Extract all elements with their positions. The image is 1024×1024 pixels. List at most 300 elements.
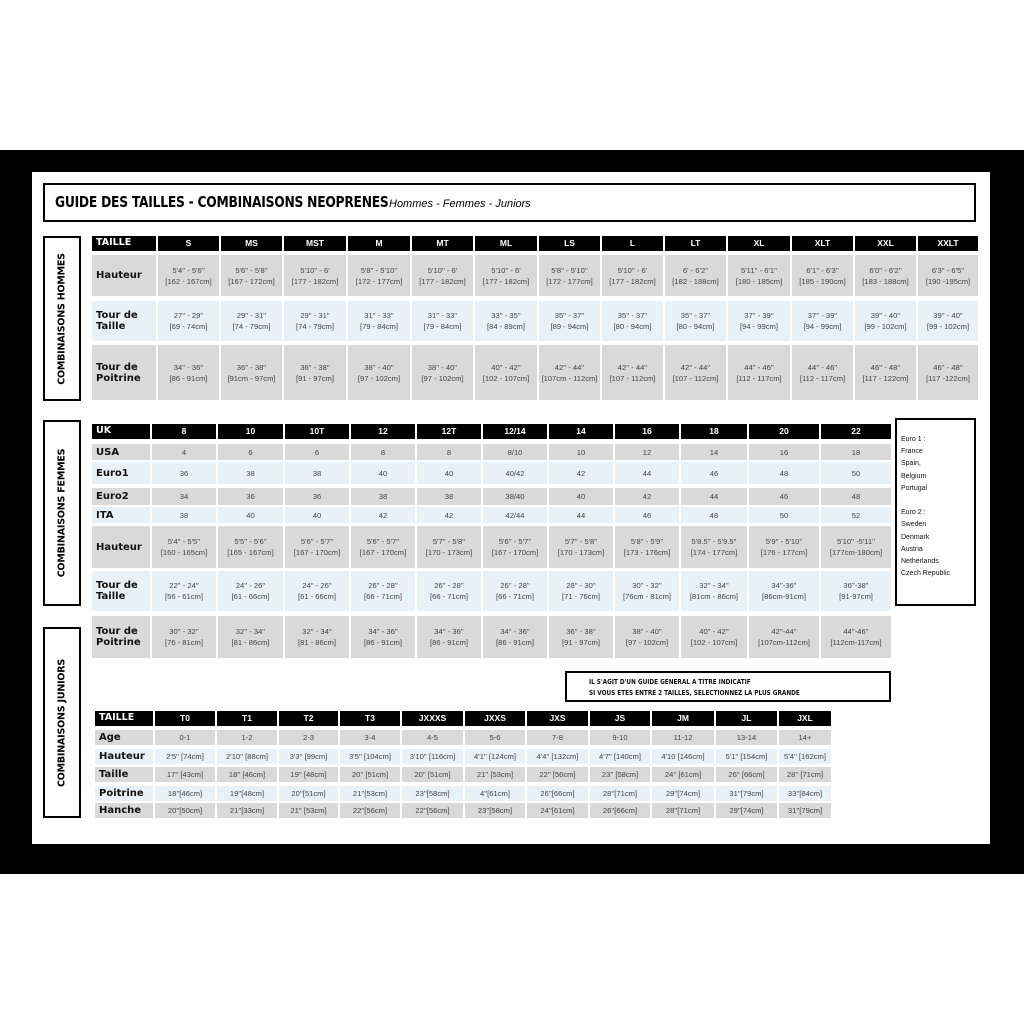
women-cell-text: 40	[576, 492, 586, 501]
section-label-hommes	[43, 236, 81, 401]
juniors-cell	[279, 749, 340, 764]
women-cell	[152, 444, 218, 460]
women-cell-text: [112cm-117cm]	[830, 638, 882, 647]
women-header-text: 12T	[441, 426, 457, 437]
note-box	[565, 671, 891, 702]
women-cell	[821, 444, 893, 460]
juniors-cell-text: 3'10'' [116cm]	[409, 752, 456, 761]
women-row-label	[92, 462, 152, 484]
juniors-cell	[340, 730, 402, 745]
women-row	[92, 616, 893, 658]
juniors-cell	[716, 749, 779, 764]
women-header-cell	[549, 424, 615, 439]
juniors-cell	[279, 730, 340, 745]
women-cell	[549, 462, 615, 484]
women-cell	[218, 444, 285, 460]
men-header-text: MST	[306, 238, 324, 249]
juniors-cell	[652, 803, 716, 818]
women-row	[92, 507, 893, 523]
women-cell-text: [167 - 170cm]	[491, 548, 539, 557]
women-cell-text: 40/42	[505, 468, 525, 478]
women-cell	[417, 462, 483, 484]
women-cell	[749, 616, 821, 658]
women-cell-text: [61 - 66cm]	[231, 592, 270, 601]
juniors-cell-text: 24''[61cm]	[540, 806, 575, 815]
juniors-cell	[652, 786, 716, 801]
women-row-label-text: Taille	[96, 591, 126, 602]
women-cell-text: 5'7'' - 5'8''	[432, 537, 466, 546]
women-cell-text: 48	[779, 468, 789, 478]
women-row	[92, 462, 893, 484]
men-cell-text: [74 - 79cm]	[232, 322, 271, 331]
juniors-cell-text: 19''[48cm]	[229, 789, 265, 798]
men-header-text: XXLT	[937, 238, 959, 249]
juniors-header-text: T1	[242, 713, 252, 724]
women-header-cell	[285, 424, 351, 439]
juniors-cell	[340, 786, 402, 801]
women-cell	[681, 488, 749, 505]
juniors-cell-text: 5'4'' [162cm]	[784, 752, 826, 761]
men-cell-text: 42'' - 44''	[554, 362, 585, 372]
women-cell-text: 40	[444, 468, 454, 478]
women-cell-text: [81 - 86cm]	[231, 638, 270, 647]
men-cell-text: [80 - 94cm]	[613, 322, 652, 331]
women-cell	[749, 571, 821, 611]
men-cell	[475, 255, 539, 296]
women-cell	[218, 616, 285, 658]
euro-region-line: Denmark	[901, 533, 930, 541]
page-title: GUIDE DES TAILLES - COMBINAISONS NEOPRENES	[55, 193, 389, 211]
juniors-cell	[779, 749, 833, 764]
women-cell-text: 34'' - 36''	[368, 627, 398, 636]
women-cell	[681, 444, 749, 460]
women-header-text: 22	[851, 426, 861, 437]
women-cell-text: [97 - 102cm]	[625, 638, 669, 647]
men-cell	[158, 301, 221, 341]
men-cell-text: 36'' - 38''	[300, 362, 330, 372]
juniors-row-label	[95, 749, 155, 764]
men-cell-text: 5'11'' - 6'1''	[741, 265, 777, 275]
juniors-cell	[652, 767, 716, 782]
women-header-cell	[218, 424, 285, 439]
women-cell-text: 42	[642, 492, 652, 501]
men-cell-text: [182 - 188cm]	[672, 276, 719, 286]
men-cell-text: 6' - 6'2''	[682, 265, 709, 275]
men-cell	[158, 345, 221, 400]
men-header-cell	[539, 236, 602, 251]
men-cell-text: 6'1'' - 6'3''	[806, 265, 839, 275]
men-cell-text: [177 - 182cm]	[482, 276, 530, 286]
women-cell	[749, 526, 821, 568]
men-header-cell	[792, 236, 855, 251]
women-cell-text: 44	[642, 468, 652, 478]
euro-region-line: Netherlands	[901, 558, 939, 566]
juniors-header-cell	[465, 711, 527, 726]
men-cell-text: [117 - 122cm]	[862, 373, 909, 383]
men-cell-text: [102 - 107cm]	[482, 373, 530, 383]
women-cell-text: 8/10	[507, 447, 523, 457]
juniors-cell-text: 19'' [48cm]	[290, 770, 327, 779]
juniors-header-cell	[779, 711, 833, 726]
women-cell-text: 42/44	[505, 510, 525, 520]
men-cell	[412, 301, 475, 341]
women-cell	[681, 571, 749, 611]
women-row	[92, 526, 893, 568]
juniors-cell-text: 4'1'' [124cm]	[474, 752, 516, 761]
women-cell-text: [91 - 97cm]	[562, 638, 600, 647]
juniors-cell-text: 4-5	[427, 733, 438, 742]
women-cell-text: 46	[642, 510, 652, 520]
women-cell-text: [81cm - 86cm]	[689, 592, 739, 601]
women-header-text: 14	[576, 426, 586, 437]
juniors-cell	[779, 730, 833, 745]
men-cell-text: 37'' - 39''	[744, 311, 774, 320]
men-header-cell	[158, 236, 221, 251]
women-cell	[681, 462, 749, 484]
juniors-header-text: TAILLE	[99, 712, 135, 724]
section-label-femmes	[43, 420, 81, 606]
men-cell	[792, 301, 855, 341]
men-cell-text: 5'10'' - 6'	[427, 265, 458, 275]
men-cell-text: 5'8'' - 5'10''	[551, 265, 588, 275]
women-row-label-text: Euro2	[96, 491, 129, 502]
juniors-cell	[779, 786, 833, 801]
women-cell-text: [170 - 173cm]	[425, 548, 473, 557]
euro-region-line: Czech Republic	[901, 570, 951, 578]
juniors-cell	[465, 767, 527, 782]
juniors-cell	[217, 767, 279, 782]
juniors-cell-text: 1-2	[241, 733, 253, 742]
men-cell	[348, 301, 412, 341]
euro-region-line: Sweden	[901, 521, 927, 529]
women-row	[92, 571, 893, 611]
men-cell-text: [79 - 84cm]	[360, 322, 398, 331]
men-header-label	[92, 236, 158, 251]
men-cell-text: 33'' - 35''	[491, 311, 521, 320]
women-row-label-text: Hauteur	[96, 541, 142, 553]
men-cell-text: [177 - 182cm]	[609, 276, 656, 286]
juniors-header-row	[95, 711, 833, 726]
women-cell	[417, 616, 483, 658]
men-cell-text: 5'10'' - 6'	[491, 265, 521, 275]
juniors-cell-text: 26''[66cm]	[540, 789, 575, 798]
juniors-cell-text: 18'' [46cm]	[228, 770, 266, 779]
euro-regions-box	[895, 418, 976, 606]
women-row-label	[92, 616, 152, 658]
juniors-cell-text: 20'' [51cm]	[351, 770, 389, 779]
women-cell	[218, 526, 285, 568]
men-cell	[602, 255, 665, 296]
women-cell-text: 26'' - 28''	[434, 581, 464, 590]
juniors-cell	[217, 730, 279, 745]
women-cell-text: 46	[709, 468, 719, 478]
juniors-cell-text: 3'5'' [104cm]	[349, 752, 391, 761]
women-cell	[749, 507, 821, 523]
men-cell-text: [97 - 102cm]	[357, 373, 401, 383]
women-cell	[549, 571, 615, 611]
juniors-row-label	[95, 803, 155, 818]
juniors-header-cell	[652, 711, 716, 726]
women-cell-text: [66 - 71cm]	[496, 592, 534, 601]
women-cell	[615, 616, 681, 658]
women-cell	[483, 462, 549, 484]
women-cell-text: 32'' - 34''	[699, 581, 729, 590]
women-cell	[483, 526, 549, 568]
juniors-cell-text: 20'' [51cm]	[414, 770, 451, 779]
women-cell	[821, 507, 893, 523]
juniors-cell	[402, 767, 465, 782]
section-label-juniors	[43, 627, 81, 818]
men-cell-text: [162 - 167cm]	[165, 276, 212, 286]
women-cell-text: 40	[378, 468, 388, 478]
women-cell-text: 36'' - 38''	[566, 627, 596, 636]
juniors-cell-text: 4''[61cm]	[480, 789, 510, 798]
euro-region-line: Euro 1 :	[901, 436, 926, 443]
men-header-text: MT	[436, 238, 449, 249]
women-cell-text: [177cm-180cm]	[829, 548, 883, 557]
men-row-label	[92, 255, 158, 296]
juniors-cell	[716, 786, 779, 801]
juniors-cell-text: 4'4'' [132cm]	[536, 752, 579, 761]
men-header-cell	[918, 236, 980, 251]
juniors-cell-text: 18''[46cm]	[167, 789, 203, 798]
juniors-header-cell	[279, 711, 340, 726]
men-row	[92, 301, 980, 341]
juniors-cell-text: 0-1	[179, 733, 191, 742]
section-juniors-text: COMBINAISONS JUNIORS	[56, 658, 68, 787]
juniors-header-text: JXL	[797, 713, 813, 724]
women-cell-text: 10	[576, 447, 586, 457]
juniors-cell	[155, 786, 217, 801]
men-header-cell	[665, 236, 728, 251]
men-cell	[284, 345, 348, 400]
women-header-cell	[749, 424, 821, 439]
juniors-header-text: JXXS	[484, 713, 506, 724]
men-cell	[665, 345, 728, 400]
women-cell	[749, 462, 821, 484]
women-cell-text: 14	[709, 447, 719, 457]
women-cell	[483, 571, 549, 611]
men-cell	[918, 255, 980, 296]
men-cell-text: 6'0'' - 6'2''	[869, 265, 902, 275]
women-cell	[417, 444, 483, 460]
juniors-cell-text: 28'' [71cm]	[786, 770, 824, 779]
women-row	[92, 444, 893, 460]
women-cell	[483, 507, 549, 523]
women-header-cell	[615, 424, 681, 439]
note-line-1: IL S'AGIT D'UN GUIDE GENERAL A TITRE INDICATIF	[589, 678, 751, 686]
juniors-row	[95, 767, 833, 782]
men-cell-text: 38'' - 40''	[427, 362, 458, 372]
women-cell-text: 44	[576, 510, 586, 520]
men-cell-text: 38'' - 40''	[364, 362, 394, 372]
juniors-cell	[716, 767, 779, 782]
women-cell-text: 5'6'' - 5'7''	[498, 537, 532, 546]
juniors-cell-text: 22''[56cm]	[415, 806, 450, 815]
euro-region-line	[901, 495, 974, 507]
women-cell	[483, 444, 549, 460]
women-header-row	[92, 424, 893, 439]
women-cell-text: [86 - 91cm]	[430, 638, 468, 647]
title-box	[43, 183, 976, 222]
women-cell-text: 5'4'' - 5'5''	[167, 537, 201, 546]
women-cell-text: 6	[248, 447, 253, 457]
men-header-text: M	[375, 238, 383, 249]
women-header-text: UK	[96, 425, 112, 437]
women-cell-text: 22'' - 24''	[169, 581, 199, 590]
women-header-cell	[483, 424, 549, 439]
juniors-header-text: T2	[303, 713, 314, 724]
women-cell	[549, 616, 615, 658]
section-hommes-text: COMBINAISONS HOMMES	[56, 252, 68, 385]
women-cell-text: 26'' - 28''	[500, 581, 530, 590]
men-cell-text: 46'' - 48''	[933, 362, 963, 372]
women-cell-text: 5'9'' - 5'10''	[765, 537, 803, 546]
men-header-cell	[602, 236, 665, 251]
women-cell	[821, 571, 893, 611]
women-cell	[615, 526, 681, 568]
men-row-label	[92, 345, 158, 400]
juniors-header-text: JM	[677, 713, 689, 724]
men-cell-text: 44'' - 46''	[744, 362, 774, 372]
women-cell-text: 30'' - 32''	[632, 581, 662, 590]
women-cell-text: 38	[312, 468, 322, 478]
juniors-cell	[716, 730, 779, 745]
juniors-cell	[217, 803, 279, 818]
women-cell-text: 5'8'' - 5'9''	[630, 537, 664, 546]
women-row-label	[92, 507, 152, 523]
women-cell	[483, 488, 549, 505]
men-cell-text: [117 -122cm]	[926, 373, 970, 383]
women-cell	[285, 488, 351, 505]
juniors-row-label-text: Poitrine	[99, 788, 144, 799]
juniors-cell	[402, 803, 465, 818]
men-cell-text: 5'10'' - 6'	[300, 265, 330, 275]
women-cell-text: [176 - 177cm]	[760, 548, 808, 557]
men-row	[92, 255, 980, 296]
women-cell	[152, 462, 218, 484]
juniors-cell	[155, 749, 217, 764]
euro-region-line: France	[901, 448, 923, 456]
men-cell-text: 44'' - 46''	[807, 362, 838, 372]
women-cell-text: 36	[179, 468, 189, 478]
juniors-cell-text: 3'3'' [99cm]	[289, 752, 328, 761]
men-cell-text: [177 - 182cm]	[419, 276, 466, 286]
women-cell-text: 8	[446, 447, 452, 457]
women-cell-text: 6	[314, 447, 320, 457]
juniors-cell	[340, 767, 402, 782]
juniors-header-cell	[527, 711, 590, 726]
women-cell	[821, 488, 893, 505]
women-row-label-text: Euro1	[96, 467, 129, 479]
men-cell-text: [107cm - 112cm]	[541, 373, 598, 383]
women-cell-text: 5'6'' - 5'7''	[300, 537, 334, 546]
men-cell-text: 35'' - 37''	[554, 311, 585, 320]
women-cell	[821, 616, 893, 658]
juniors-header-cell	[217, 711, 279, 726]
men-cell-text: 6'3'' - 6'5''	[931, 265, 965, 275]
women-cell	[152, 571, 218, 611]
juniors-cell-text: 23'' [58cm]	[601, 770, 639, 779]
men-cell-text: 29'' - 31''	[236, 311, 267, 320]
women-cell-text: [174 - 177cm]	[690, 548, 738, 557]
men-cell-text: [74 - 79cm]	[296, 322, 334, 331]
juniors-cell	[527, 786, 590, 801]
juniors-cell-text: 26''[66cm]	[602, 806, 638, 815]
men-cell-text: 5'8'' - 5'10''	[360, 265, 398, 275]
men-cell-text: [183 - 188cm]	[862, 276, 909, 286]
juniors-cell	[279, 767, 340, 782]
women-cell-text: 46	[779, 492, 789, 501]
juniors-cell-text: 2'5'' [74cm]	[166, 752, 204, 761]
men-cell-text: 5'4'' - 5'6''	[172, 265, 205, 275]
men-cell	[475, 301, 539, 341]
men-cell-text: [91 - 97cm]	[296, 373, 334, 383]
women-header-text: 12	[378, 426, 388, 437]
juniors-cell	[217, 749, 279, 764]
men-cell	[412, 345, 475, 400]
section-femmes-text: COMBINAISONS FEMMES	[56, 448, 68, 578]
women-cell	[417, 488, 483, 505]
men-cell-text: 40'' - 42''	[491, 362, 521, 372]
juniors-cell	[155, 730, 217, 745]
juniors-cell	[590, 730, 652, 745]
women-cell-text: [56 - 61cm]	[165, 592, 203, 601]
men-cell	[728, 345, 792, 400]
women-cell	[152, 616, 218, 658]
men-cell	[539, 301, 602, 341]
men-cell	[158, 255, 221, 296]
euro-region-line: Spain,	[901, 460, 921, 468]
men-cell-text: 5'6'' - 5'8''	[235, 265, 268, 275]
women-header-cell	[681, 424, 749, 439]
women-cell	[218, 571, 285, 611]
juniors-cell-text: 4'10 [146cm]	[661, 752, 705, 761]
women-row-label-text: ITA	[96, 509, 114, 521]
juniors-cell-text: 5-6	[489, 733, 501, 742]
women-cell-text: 36	[312, 492, 322, 501]
juniors-cell-text: 20''[50cm]	[167, 806, 203, 815]
juniors-cell	[465, 749, 527, 764]
juniors-cell-text: 29''[74cm]	[665, 789, 701, 798]
men-cell-text: [86 - 91cm]	[169, 373, 208, 383]
men-cell	[855, 345, 918, 400]
women-cell	[615, 507, 681, 523]
men-cell-text: [112 - 117cm]	[736, 373, 782, 383]
men-header-text: TAILLE	[96, 237, 132, 249]
men-cell-text: [94 - 99cm]	[740, 322, 778, 331]
men-cell	[602, 345, 665, 400]
women-cell-text: [71 - 76cm]	[562, 592, 600, 601]
juniors-cell-text: 21'' [53cm]	[290, 806, 327, 815]
women-cell-text: 12	[642, 447, 652, 457]
juniors-header-text: JS	[614, 713, 626, 724]
women-cell-text: 36''-38''	[843, 581, 869, 590]
women-cell	[549, 488, 615, 505]
women-cell	[351, 488, 417, 505]
women-row-label-text: USA	[96, 446, 120, 458]
women-cell-text: 26'' - 28''	[368, 581, 398, 590]
men-cell-text: 31'' - 33''	[364, 311, 394, 320]
women-cell-text: [167 - 170cm]	[359, 548, 407, 557]
women-cell-text: [91-97cm]	[839, 592, 873, 601]
women-cell-text: 52	[851, 510, 861, 520]
men-cell-text: 27'' - 29''	[173, 311, 204, 320]
women-row-label	[92, 444, 152, 460]
men-cell	[855, 301, 918, 341]
women-cell-text: 44''-46''	[843, 627, 869, 636]
men-row-label-text: Taille	[96, 321, 126, 332]
